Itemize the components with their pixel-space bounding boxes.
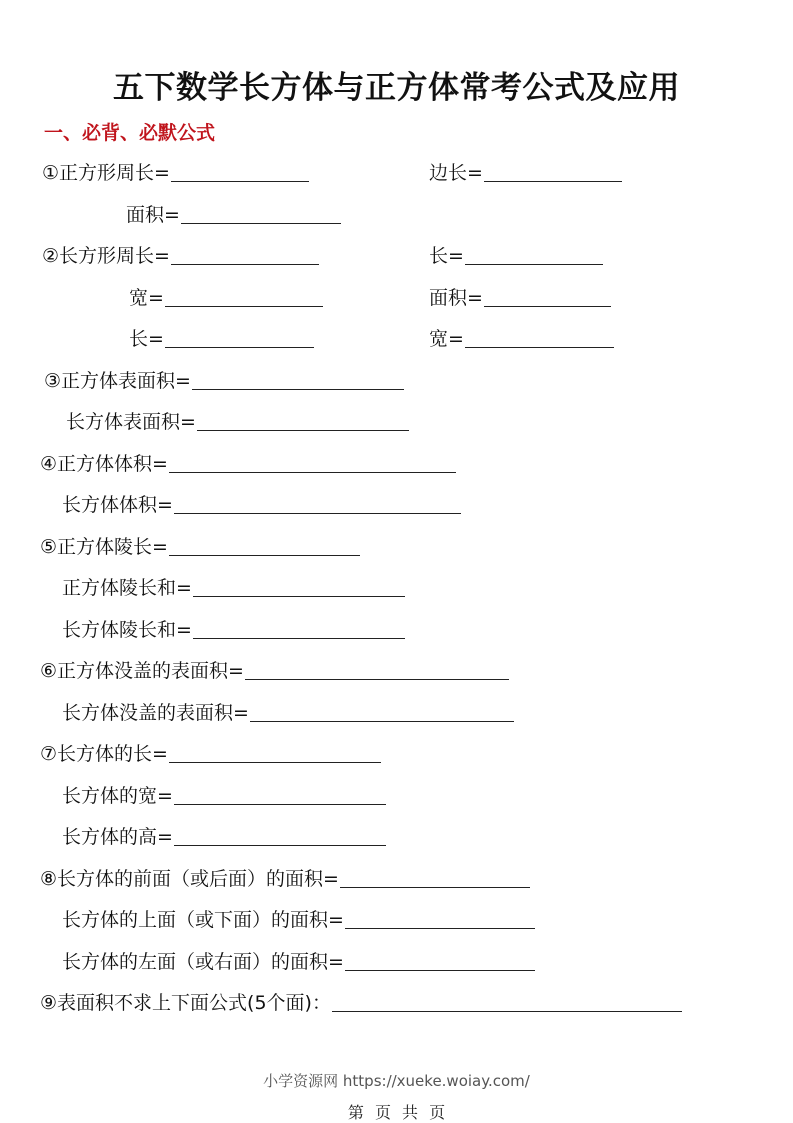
formula-cuboid-length [40,740,381,766]
answer-blank[interactable] [250,702,514,722]
formula-side-face-area [62,948,535,974]
page-title: 五下数学长方体与正方体常考公式及应用 [113,70,680,106]
answer-blank[interactable] [165,287,323,307]
formula-cube-edge-sum [62,574,405,600]
formula-rectangle-length-b [129,325,314,351]
answer-blank[interactable] [174,785,386,805]
footer-source: 小学资源网 https://xueke.woiay.com/ [263,1072,530,1090]
answer-blank[interactable] [174,494,461,514]
formula-label: ⑧长方体的前面（或后面）的面积= [40,868,339,890]
answer-blank[interactable] [484,162,622,182]
formula-label: 长= [129,328,164,350]
formula-cube-open-surface [40,657,509,683]
formula-cuboid-open-surface [62,699,514,725]
formula-label: ③正方体表面积= [44,370,191,392]
answer-blank[interactable] [169,536,360,556]
formula-label: ④正方体体积= [40,453,168,475]
answer-blank[interactable] [245,660,509,680]
formula-label: 长方体的上面（或下面）的面积= [62,909,344,931]
formula-label: 宽= [129,287,164,309]
answer-blank[interactable] [192,370,404,390]
formula-label: 宽= [429,328,464,350]
formula-rectangle-width-a [129,284,323,310]
answer-blank[interactable] [193,619,405,639]
formula-label: 长方体没盖的表面积= [62,702,249,724]
answer-blank[interactable] [197,411,409,431]
formula-label: 长方体的宽= [62,785,173,807]
formula-label: ⑥正方体没盖的表面积= [40,660,244,682]
formula-cube-volume [40,450,456,476]
formula-square-side [429,159,622,185]
answer-blank[interactable] [345,951,535,971]
formula-label: 长方体的左面（或右面）的面积= [62,951,344,973]
formula-rectangle-perimeter [42,242,319,268]
formula-label: 边长= [429,162,483,184]
answer-blank[interactable] [174,826,386,846]
formula-label: 长方体的高= [62,826,173,848]
formula-cube-edge [40,533,360,559]
answer-blank[interactable] [345,909,535,929]
formula-label: ①正方形周长= [42,162,170,184]
formula-top-face-area [62,906,535,932]
formula-square-perimeter [42,159,309,185]
formula-label: 长方体体积= [62,494,173,516]
section-heading: 一、必背、必默公式 [44,122,216,144]
formula-cuboid-height [62,823,386,849]
answer-blank[interactable] [169,453,456,473]
answer-blank[interactable] [181,204,341,224]
answer-blank[interactable] [171,245,319,265]
formula-front-face-area [40,865,530,891]
formula-label: 长方体陵长和= [62,619,192,641]
formula-cuboid-surface-area [66,408,409,434]
formula-label: ⑨表面积不求上下面公式(5个面)： [40,992,331,1014]
formula-label: ⑤正方体陵长= [40,536,168,558]
answer-blank[interactable] [165,328,314,348]
formula-label: ⑦长方体的长= [40,743,168,765]
formula-cube-surface-area [44,367,404,393]
formula-rectangle-width-b [429,325,614,351]
formula-label: 长方体表面积= [66,411,196,433]
formula-cuboid-width [62,782,386,808]
answer-blank[interactable] [484,287,611,307]
formula-label: 面积= [429,287,483,309]
formula-label: 长= [429,245,464,267]
formula-five-face-surface [40,989,682,1015]
formula-square-area [126,201,341,227]
formula-label: 正方体陵长和= [62,577,192,599]
answer-blank[interactable] [171,162,309,182]
answer-blank[interactable] [169,743,381,763]
formula-cuboid-volume [62,491,461,517]
answer-blank[interactable] [465,328,614,348]
formula-rectangle-area [429,284,611,310]
formula-label: ②长方形周长= [42,245,170,267]
formula-cuboid-edge-sum [62,616,405,642]
answer-blank[interactable] [193,577,405,597]
answer-blank[interactable] [465,245,603,265]
formula-rectangle-length-a [429,242,603,268]
answer-blank[interactable] [340,868,530,888]
formula-label: 面积= [126,204,180,226]
footer-page-number: 第 页 共 页 [347,1103,446,1122]
answer-blank[interactable] [332,992,682,1012]
